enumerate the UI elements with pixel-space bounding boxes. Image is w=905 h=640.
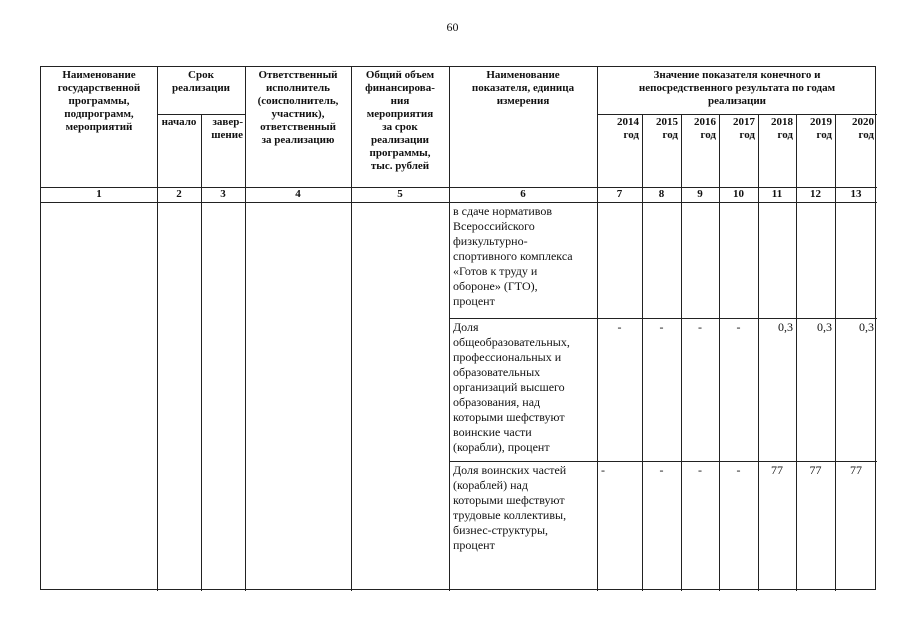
indicator-value: -	[698, 320, 702, 334]
header-year: 2014 год	[617, 116, 639, 141]
indicator-value: 0,3	[778, 320, 793, 334]
header-term: Срок реализации	[171, 69, 231, 94]
column-number: 1	[96, 188, 102, 200]
column-number: 11	[771, 188, 783, 200]
table-divider	[796, 114, 797, 591]
table-divider	[201, 114, 202, 591]
indicator-value: -	[659, 463, 664, 477]
indicator-value: -	[617, 320, 622, 334]
indicator-value: -	[736, 463, 741, 477]
indicator-value: 77	[809, 463, 822, 477]
table-divider	[245, 67, 246, 591]
table-divider	[351, 67, 352, 591]
indicator-value: -	[698, 463, 702, 477]
header-indicator: Наименование показателя, единица измерения	[471, 69, 575, 107]
table-divider	[449, 461, 877, 462]
header-year: 2016 год	[694, 116, 716, 141]
column-number: 9	[697, 188, 703, 200]
table-divider	[449, 318, 877, 319]
indicator-table	[40, 66, 876, 590]
column-number: 3	[220, 188, 226, 200]
header-end: завер- шение	[211, 116, 243, 141]
column-number: 7	[616, 188, 623, 200]
indicator-value: 0,3	[859, 320, 874, 334]
table-divider	[157, 114, 245, 115]
indicator-value: -	[659, 320, 664, 334]
table-divider	[835, 114, 836, 591]
table-divider	[41, 202, 877, 203]
table-divider	[758, 114, 759, 591]
page-number: 60	[446, 20, 459, 34]
indicator-value: -	[736, 320, 741, 334]
header-year: 2020 год	[852, 116, 874, 141]
column-number: 6	[520, 188, 526, 200]
indicator-value: 77	[850, 463, 862, 477]
header-funding: Общий объем финансирова- ния мероприятия за срок реализации программы, тыс. рублей	[365, 69, 435, 172]
header-year: 2018 год	[771, 116, 793, 141]
header-values: Значение показателя конечного и непосредственного результата по годам реализации	[638, 69, 836, 107]
table-divider	[157, 67, 158, 591]
column-number: 10	[733, 188, 744, 200]
column-number: 13	[850, 188, 862, 200]
indicator-value: 0,3	[817, 320, 832, 334]
header-year: 2017 год	[733, 116, 755, 141]
header-program-name: Наименование государственной программы, подпрограмм, мероприятий	[57, 69, 141, 133]
column-number: 12	[810, 188, 821, 200]
table-divider	[449, 67, 450, 591]
header-year: 2019 год	[810, 116, 832, 141]
table-divider	[719, 114, 720, 591]
column-number: 5	[397, 188, 403, 200]
table-divider	[597, 114, 877, 115]
header-start: начало	[161, 116, 197, 128]
indicator-value: 77	[771, 463, 783, 477]
column-number: 4	[295, 188, 301, 200]
column-number: 8	[658, 188, 665, 200]
table-divider	[681, 114, 682, 591]
header-responsible: Ответственный исполнитель (соисполнитель, участник), ответственный за реализацию	[257, 69, 339, 146]
table-divider	[642, 114, 643, 591]
indicator-name: в сдаче нормативов Всероссийского физкультурно- спортивного комплекса «Готов к труду и обороне» (ГТО), процент	[453, 204, 573, 308]
indicator-name: Доля воинских частей (кораблей) над которыми шефствуют трудовые коллективы, бизнес-структуры, процент	[453, 463, 567, 552]
indicator-value: -	[601, 463, 605, 477]
indicator-name: Доля общеобразовательных, профессиональных и образовательных организаций высшего образования, над которыми шефствуют воинские части (корабли), процент	[453, 320, 570, 454]
column-number: 2	[176, 188, 182, 200]
header-year: 2015 год	[656, 116, 678, 141]
